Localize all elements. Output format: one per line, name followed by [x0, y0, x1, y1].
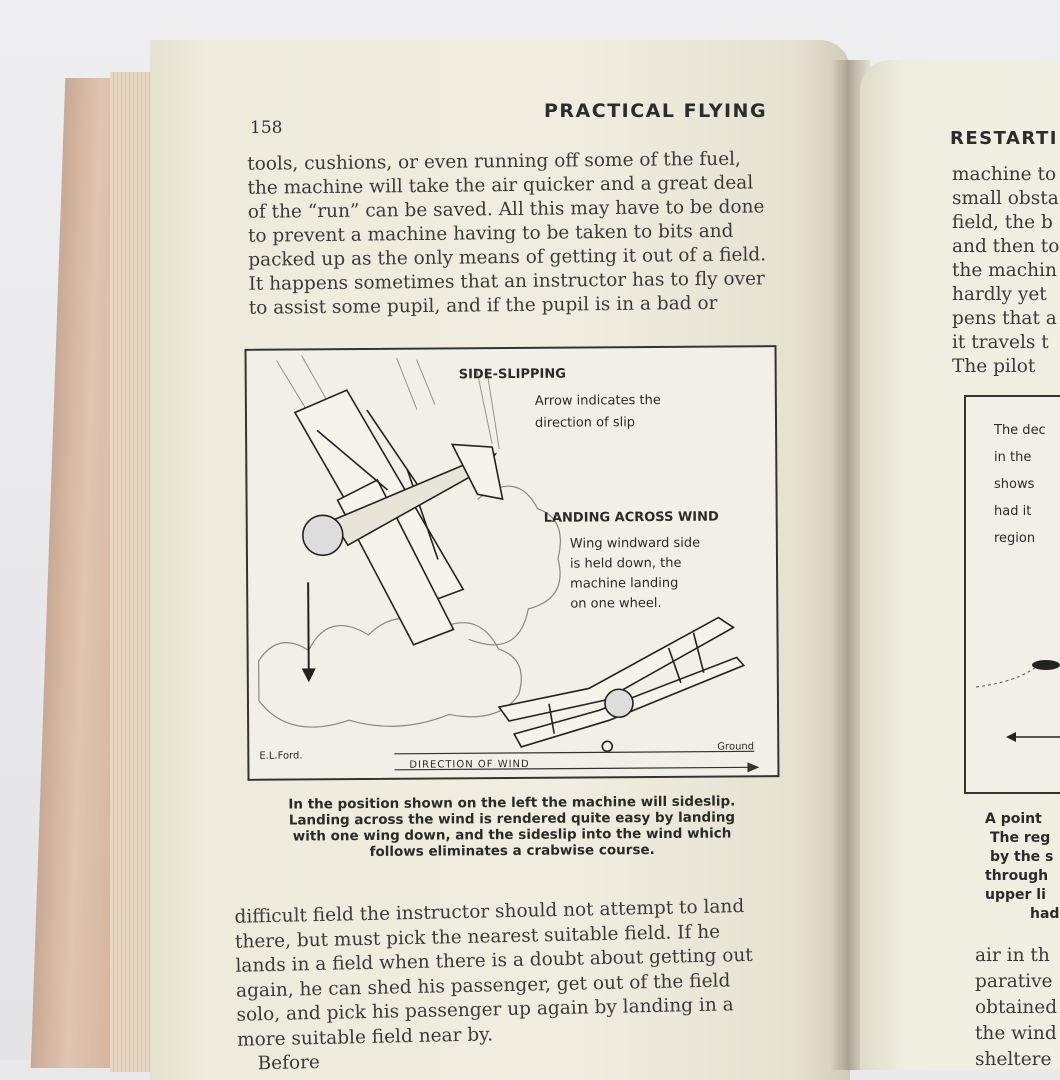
- text-line: to assist some pupil, and if the pupil is in a bad or: [248, 292, 718, 319]
- text-line: solo, and pick his passenger up again by landing in a: [236, 994, 734, 1026]
- ground-label: Ground: [717, 741, 755, 753]
- text-line: lands in a field when there is a doubt about getting out: [235, 944, 753, 977]
- text-line: obtained: [975, 997, 1058, 1018]
- side-slip-note-1: Arrow indicates the: [534, 392, 661, 409]
- figure-line: shows: [994, 477, 1035, 492]
- paragraph-top: [247, 147, 781, 321]
- text-line: The pilot: [952, 356, 1036, 377]
- landing-note-4: on one wheel.: [570, 595, 662, 612]
- text-line: the machin: [952, 260, 1057, 281]
- figure-line: region: [994, 531, 1036, 546]
- landing-biplane: [498, 617, 744, 752]
- text-line: Before: [257, 1051, 321, 1075]
- text-line: sheltere: [975, 1049, 1052, 1070]
- cloud-upper: [467, 486, 561, 645]
- caption-line: through: [985, 868, 1049, 884]
- label-landing-across-wind: LANDING ACROSS WIND: [543, 509, 719, 526]
- page-number: 158: [250, 118, 283, 138]
- running-head: PRACTICAL FLYING: [544, 100, 768, 122]
- caption-line: The reg: [990, 830, 1051, 846]
- cloud-lower: [258, 618, 521, 728]
- sideslip-biplane: [295, 389, 504, 645]
- text-line: air in th: [975, 945, 1050, 966]
- text-line: packed up as the only means of getting it out of a field.: [248, 244, 767, 271]
- caption-line: In the position shown on the left the machine will sideslip.: [288, 793, 736, 813]
- right-running-head: RESTARTI: [950, 128, 1058, 149]
- landing-note-2: is held down, the: [569, 555, 682, 572]
- text-line: machine to: [952, 164, 1057, 185]
- text-line: tools, cushions, or even running off some of the fuel,: [247, 148, 741, 175]
- artist-signature: E.L.Ford.: [259, 750, 303, 762]
- text-line: more suitable field near by.: [236, 1023, 494, 1051]
- text-line: pens that a: [952, 308, 1057, 329]
- slip-arrow-head: [302, 668, 316, 682]
- illustration-figure: [244, 345, 779, 781]
- landing-note-3: machine landing: [570, 575, 679, 592]
- right-paragraph: [952, 163, 1059, 379]
- figure-line: had it: [994, 504, 1032, 519]
- text-line: the wind: [975, 1023, 1057, 1044]
- text-line: field, the b: [952, 212, 1053, 233]
- caption-line: A point: [985, 811, 1042, 827]
- caption-line: upper li: [985, 887, 1046, 903]
- text-line: difficult field the instructor should not attempt to land: [234, 896, 745, 928]
- text-line: It happens sometimes that an instructor has to fly over: [248, 268, 765, 295]
- label-side-slipping: SIDE-SLIPPING: [458, 366, 566, 383]
- text-line: the machine will take the air quicker and a great deal: [247, 172, 754, 199]
- text-line: there, but must pick the nearest suitable field. If he: [234, 921, 721, 953]
- caption-line: had: [1030, 906, 1060, 922]
- text-line: of the “run” can be saved. All this may have to be done: [247, 196, 765, 223]
- paragraph-bottom: [234, 894, 782, 1077]
- right-figure: [964, 395, 1060, 794]
- figure-caption: [252, 793, 772, 861]
- biplane-illustration: [247, 347, 778, 779]
- text-line: it travels t: [952, 332, 1049, 353]
- landing-note-1: Wing windward side: [569, 535, 701, 552]
- wind-arrow-head: [747, 762, 759, 772]
- text-line: to prevent a machine having to be taken to bits and: [247, 220, 734, 247]
- right-paragraph-bottom: [975, 943, 1057, 1073]
- caption-line: by the s: [990, 849, 1054, 865]
- caption-line: follows eliminates a crabwise course.: [369, 842, 655, 860]
- caption-line: with one wing down, and the sideslip into the wind which: [292, 825, 732, 845]
- text-line: small obsta: [952, 188, 1059, 209]
- right-figure-drawing: [966, 397, 1060, 792]
- text-line: and then to: [952, 236, 1060, 257]
- text-line: hardly yet: [952, 284, 1047, 305]
- caption-line: Landing across the wind is rendered quite easy by landing: [288, 809, 736, 829]
- figure-line: The dec: [994, 423, 1046, 438]
- wind-direction-label: DIRECTION OF WIND: [409, 758, 530, 771]
- slip-arrow-shaft: [308, 582, 309, 678]
- right-caption: [985, 810, 1059, 924]
- side-slip-note-2: direction of slip: [534, 415, 636, 431]
- figure-line: in the: [994, 450, 1032, 465]
- text-line: parative: [975, 971, 1053, 992]
- text-line: again, he can shed his passenger, get out of the field: [235, 969, 731, 1002]
- ground-line: [394, 751, 754, 754]
